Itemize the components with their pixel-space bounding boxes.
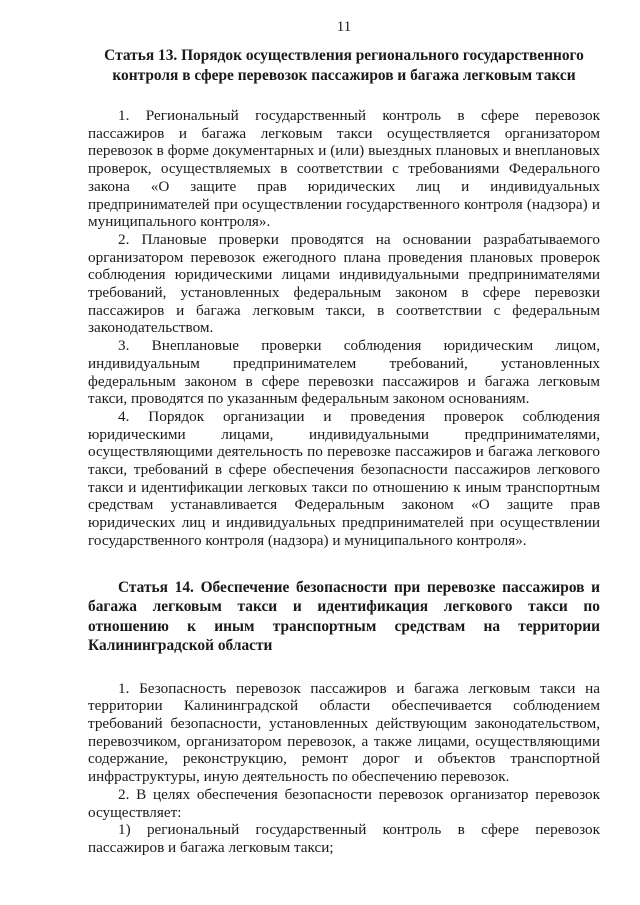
article-13-paragraph-1: 1. Региональный государственный контроль в сфере перевозок пассажиров и багажа легковым такси осуществляется организатором перевозок в форме документарных и (или) выездных плановых и внеплановых проверок, осуществляемых в соответствии с требованиями Федерального закона «О защите прав юридических лиц и индивидуальных предпринимателей при осуществлении государственного контроля (надзора) и муниципального контроля».	[88, 107, 600, 231]
spacer	[88, 550, 600, 578]
spacer	[88, 85, 600, 107]
article-13-paragraph-4: 4. Порядок организации и проведения проверок соблюдения юридическими лицами, индивидуальными предпринимателями, осуществляющими деятельность по перевозке пассажиров и багажа легкового такси, требований в сфере обеспечения безопасности пассажиров легкового такси и идентификации легковых такси по отношению к иным транспортным средствам устанавливается Федеральным законом «О защите прав юридических лиц и индивидуальных предпринимателей при осуществлении государственного контроля (надзора) и муниципального контроля».	[88, 407, 600, 549]
document-page	[88, 18, 600, 857]
article-14-title: Статья 14. Обеспечение безопасности при перевозке пассажиров и багажа легковым такси и идентификация легкового такси по отношению к иным транспортным средствам на территории Калининградской области	[88, 578, 600, 655]
article-14-paragraph-1: 1. Безопасность перевозок пассажиров и багажа легковым такси на территории Калининградской области обеспечивается соблюдением требований безопасности, установленных действующим законодательством, перевозчиком, организатором перевозок, а также лицами, осуществляющими содержание, реконструкцию, ремонт дорог и объектов транспортной инфраструктуры, иную деятельность по обеспечению перевозок.	[88, 679, 600, 786]
article-14-paragraph-2: 2. В целях обеспечения безопасности перевозок организатор перевозок осуществляет:	[88, 785, 600, 821]
article-13-title: Статья 13. Порядок осуществления регионального государственного контроля в сфере перевозок пассажиров и багажа легковым такси	[104, 47, 584, 84]
article-14-paragraph-3: 1) региональный государственный контроль в сфере перевозок пассажиров и багажа легковым такси;	[88, 821, 600, 856]
spacer	[88, 656, 600, 680]
article-13-paragraph-2: 2. Плановые проверки проводятся на основании разрабатываемого организатором перевозок ежегодного плана проведения плановых проверок соблюдения юридическими лицами индивидуальными предпринимателями требований, установленных федеральным законом в сфере перевозки пассажиров и багажа легковым такси, в соответствии с федеральным законодательством.	[88, 230, 600, 337]
article-13-paragraph-3: 3. Внеплановые проверки соблюдения юридическим лицом, индивидуальным предпринимателем требований, установленных федеральным законом в сфере перевозки пассажиров и багажа легковым такси, проводятся по указанным федеральным законом основаниям.	[88, 337, 600, 408]
page-number: 11	[336, 19, 352, 35]
article-13	[88, 46, 600, 550]
article-14	[88, 578, 600, 857]
